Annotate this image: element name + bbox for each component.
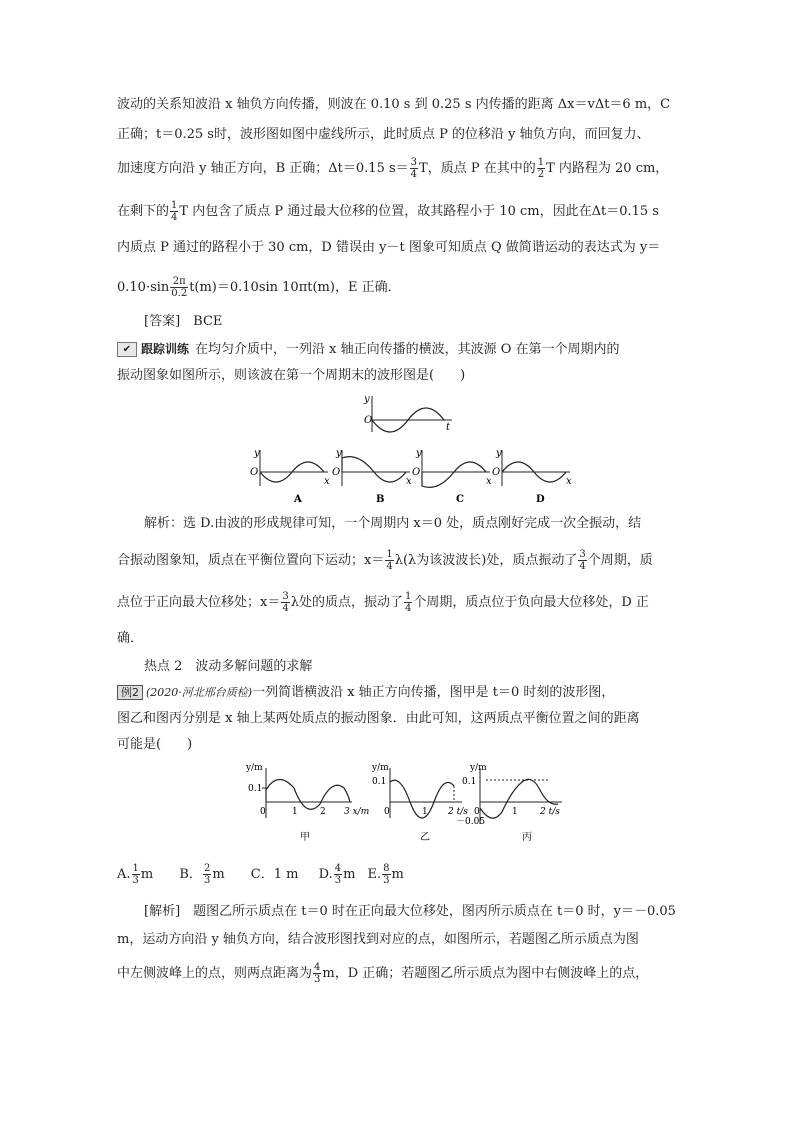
wave-figure-1 <box>240 392 580 510</box>
wave-figure-2 <box>240 760 580 852</box>
fraction: $\frac{3}{4}$ <box>282 591 289 614</box>
text-line: 正确；t＝0.25 s时，波形图如图中虚线所示，此时质点 P 的位移沿 y 轴负方向，而回复力、 <box>117 127 650 142</box>
text-span: 加速度方向沿 y 轴正方向，B 正确；Δt＝0.15 s＝ <box>117 161 409 176</box>
text-line <box>117 685 614 701</box>
option-graph-b <box>332 448 412 505</box>
text-line: m，运动方向沿 y 轴负方向，结合波形图找到对应的点，如图所示，若题图乙所示质点为图 <box>117 932 639 947</box>
text-line: [解析] 题图乙所示质点在 t＝0 时在正向最大位移处，图丙所示质点在 t＝0 时，y＝－0.05 <box>144 904 676 919</box>
caption: 甲 <box>300 832 310 843</box>
tick-label: 0.1 <box>372 777 387 787</box>
fraction: $\frac{4}{3}$ <box>334 863 342 886</box>
text-span: T 内包含了质点 P 通过最大位移的位置，故其路程小于 10 cm，因此在Δt＝0.15 s <box>179 204 659 219</box>
follow-tag: 跟踪训练 <box>141 342 190 356</box>
text-span: 个周期，质点位于负向最大位移处，D 正 <box>413 595 649 610</box>
text-span: 中左侧波峰上的点，则两点距离为 <box>117 966 313 981</box>
text-line <box>117 591 649 614</box>
graph-jia <box>245 763 369 843</box>
option-b: B． <box>179 867 202 882</box>
axis-label: x <box>406 476 412 487</box>
origin-label: O <box>250 467 259 478</box>
origin-label: O <box>332 467 341 478</box>
unit: m <box>391 867 404 882</box>
axis-label: 3 x/m <box>344 807 370 817</box>
fraction: $\frac{8}{3}$ <box>383 863 390 886</box>
graph-yi <box>371 763 468 843</box>
tick-label: 1 <box>292 807 298 817</box>
caption: 丙 <box>522 832 532 843</box>
axis-label: y/m <box>372 763 389 773</box>
text-line: 波动的关系知波沿 x 轴负方向传播，则波在 0.10 s 到 0.25 s 内传播的距离 Δx＝vΔt＝6 m，C <box>117 97 671 112</box>
axis-label: 2 t/s <box>448 807 468 817</box>
tick-label: 1 <box>422 807 428 817</box>
text-span: T，质点 P 在其中的 <box>419 161 536 176</box>
axis-label: y <box>496 448 502 459</box>
text-span: λ(λ为该波波长)处，质点振动了 <box>394 553 578 568</box>
tick-label: 0 <box>384 807 390 817</box>
text-line: 图乙和图丙分别是 x 轴上某两处质点的振动图象．由此可知，这两质点平衡位置之间的距离 <box>117 711 640 726</box>
tick-label: 0.1 <box>462 777 477 787</box>
text-span: T 内路程为 20 cm， <box>546 161 669 176</box>
example-tag: 例2 <box>117 685 143 700</box>
text-line <box>117 200 659 223</box>
text-span: 在均匀介质中，一列沿 x 轴正向传播的横波，其波源 O 在第一个周期内的 <box>195 342 620 357</box>
fraction: $\frac{1}{4}$ <box>171 200 178 223</box>
axis-label: y <box>364 394 370 405</box>
origin-label: O <box>492 467 501 478</box>
text-line <box>117 962 648 985</box>
text-span: 个周期，质 <box>587 553 653 568</box>
source-label: (2020·河北邢台质检) <box>146 686 253 699</box>
section-heading: 热点 2 波动多解问题的求解 <box>144 659 313 674</box>
unit: m <box>140 867 154 882</box>
axis-label: x <box>486 476 492 487</box>
graph-bing <box>456 763 562 843</box>
text-span: 点位于正向最大位移处；x＝ <box>117 595 281 610</box>
axis-label: x <box>324 476 330 487</box>
tick-label: 0.1 <box>248 784 263 794</box>
option-label: B <box>376 494 385 505</box>
fraction: $\frac{1}{3}$ <box>132 863 139 886</box>
axis-label: y <box>336 448 342 459</box>
text-span: t(m)＝0.10sin 10πt(m)，E 正确． <box>189 280 401 295</box>
text-line: 可能是( ) <box>117 737 193 752</box>
tick-label: 0 <box>260 807 266 817</box>
fraction: $\frac{1}{4}$ <box>386 549 393 572</box>
text-span: 一列简谐横波沿 x 轴正方向传播，图甲是 t＝0 时刻的波形图， <box>252 685 615 700</box>
option-a: A. <box>117 867 131 882</box>
fraction: $\frac{4}{3}$ <box>314 962 321 985</box>
text-line <box>117 157 668 180</box>
text-line: 振动图象如图所示，则该波在第一个周期末的波形图是( ) <box>117 368 466 383</box>
option-label: A <box>294 494 302 505</box>
option-graph-a <box>250 448 330 505</box>
fraction: $\frac{3}{4}$ <box>579 549 586 572</box>
text-span: m，D 正确；若题图乙所示质点为图中右侧波峰上的点， <box>322 966 649 981</box>
fraction: $\frac{1}{4}$ <box>404 591 412 614</box>
text-line: 确． <box>117 631 144 646</box>
fraction: $\frac{3}{4}$ <box>410 157 418 180</box>
text-span: λ处的质点，振动了 <box>290 595 403 610</box>
text-line <box>117 276 401 299</box>
option-e: E. <box>367 867 382 882</box>
option-d: D. <box>318 867 333 882</box>
answer: [答案] BCE <box>144 314 223 329</box>
axis-label: y <box>416 448 422 459</box>
text-line: 内质点 P 通过的路程小于 30 cm，D 错误由 y－t 图象可知质点 Q 做简谐运动的表达式为 y＝ <box>117 240 661 255</box>
option-graph-c <box>412 448 492 505</box>
text-line <box>117 341 620 358</box>
unit: m <box>212 867 225 882</box>
fraction: $\frac{2\pi}{0.2}$ <box>171 276 188 299</box>
axis-label: t <box>446 422 451 433</box>
axis-label: x <box>566 476 572 487</box>
tick-label: 1 <box>512 807 518 817</box>
fraction: $\frac{2}{3}$ <box>203 863 211 886</box>
caption: 乙 <box>420 832 430 843</box>
axis-label: y/m <box>470 763 487 773</box>
text-span: 0.10·sin <box>117 280 170 295</box>
axis-label: y/m <box>246 763 263 773</box>
option-label: C <box>456 494 464 505</box>
fraction: $\frac{1}{2}$ <box>537 157 545 180</box>
option-graph-d <box>492 448 572 505</box>
origin-label: O <box>364 415 373 426</box>
tick-label: －0.05 <box>456 817 486 827</box>
text-span: 合振动图象知，质点在平衡位置向下运动；x＝ <box>117 553 385 568</box>
text-line: 解析：选 D.由波的形成规律可知，一个周期内 x＝0 处，质点刚好完成一次全振动，结 <box>144 516 642 531</box>
unit: m <box>343 867 356 882</box>
tick-label: 0 <box>474 807 480 817</box>
origin-label: O <box>412 467 421 478</box>
axis-label: 2 t/s <box>540 807 560 817</box>
option-label: D <box>536 494 545 505</box>
tick-label: 2 <box>320 807 326 817</box>
vibration-graph <box>363 394 452 433</box>
text-line <box>117 549 653 572</box>
option-c: C．1 m <box>250 867 299 882</box>
axis-label: y <box>254 448 260 459</box>
checkmark-icon: ✔ <box>117 342 137 357</box>
text-span: 在剩下的 <box>117 204 170 219</box>
option-row <box>117 863 404 886</box>
